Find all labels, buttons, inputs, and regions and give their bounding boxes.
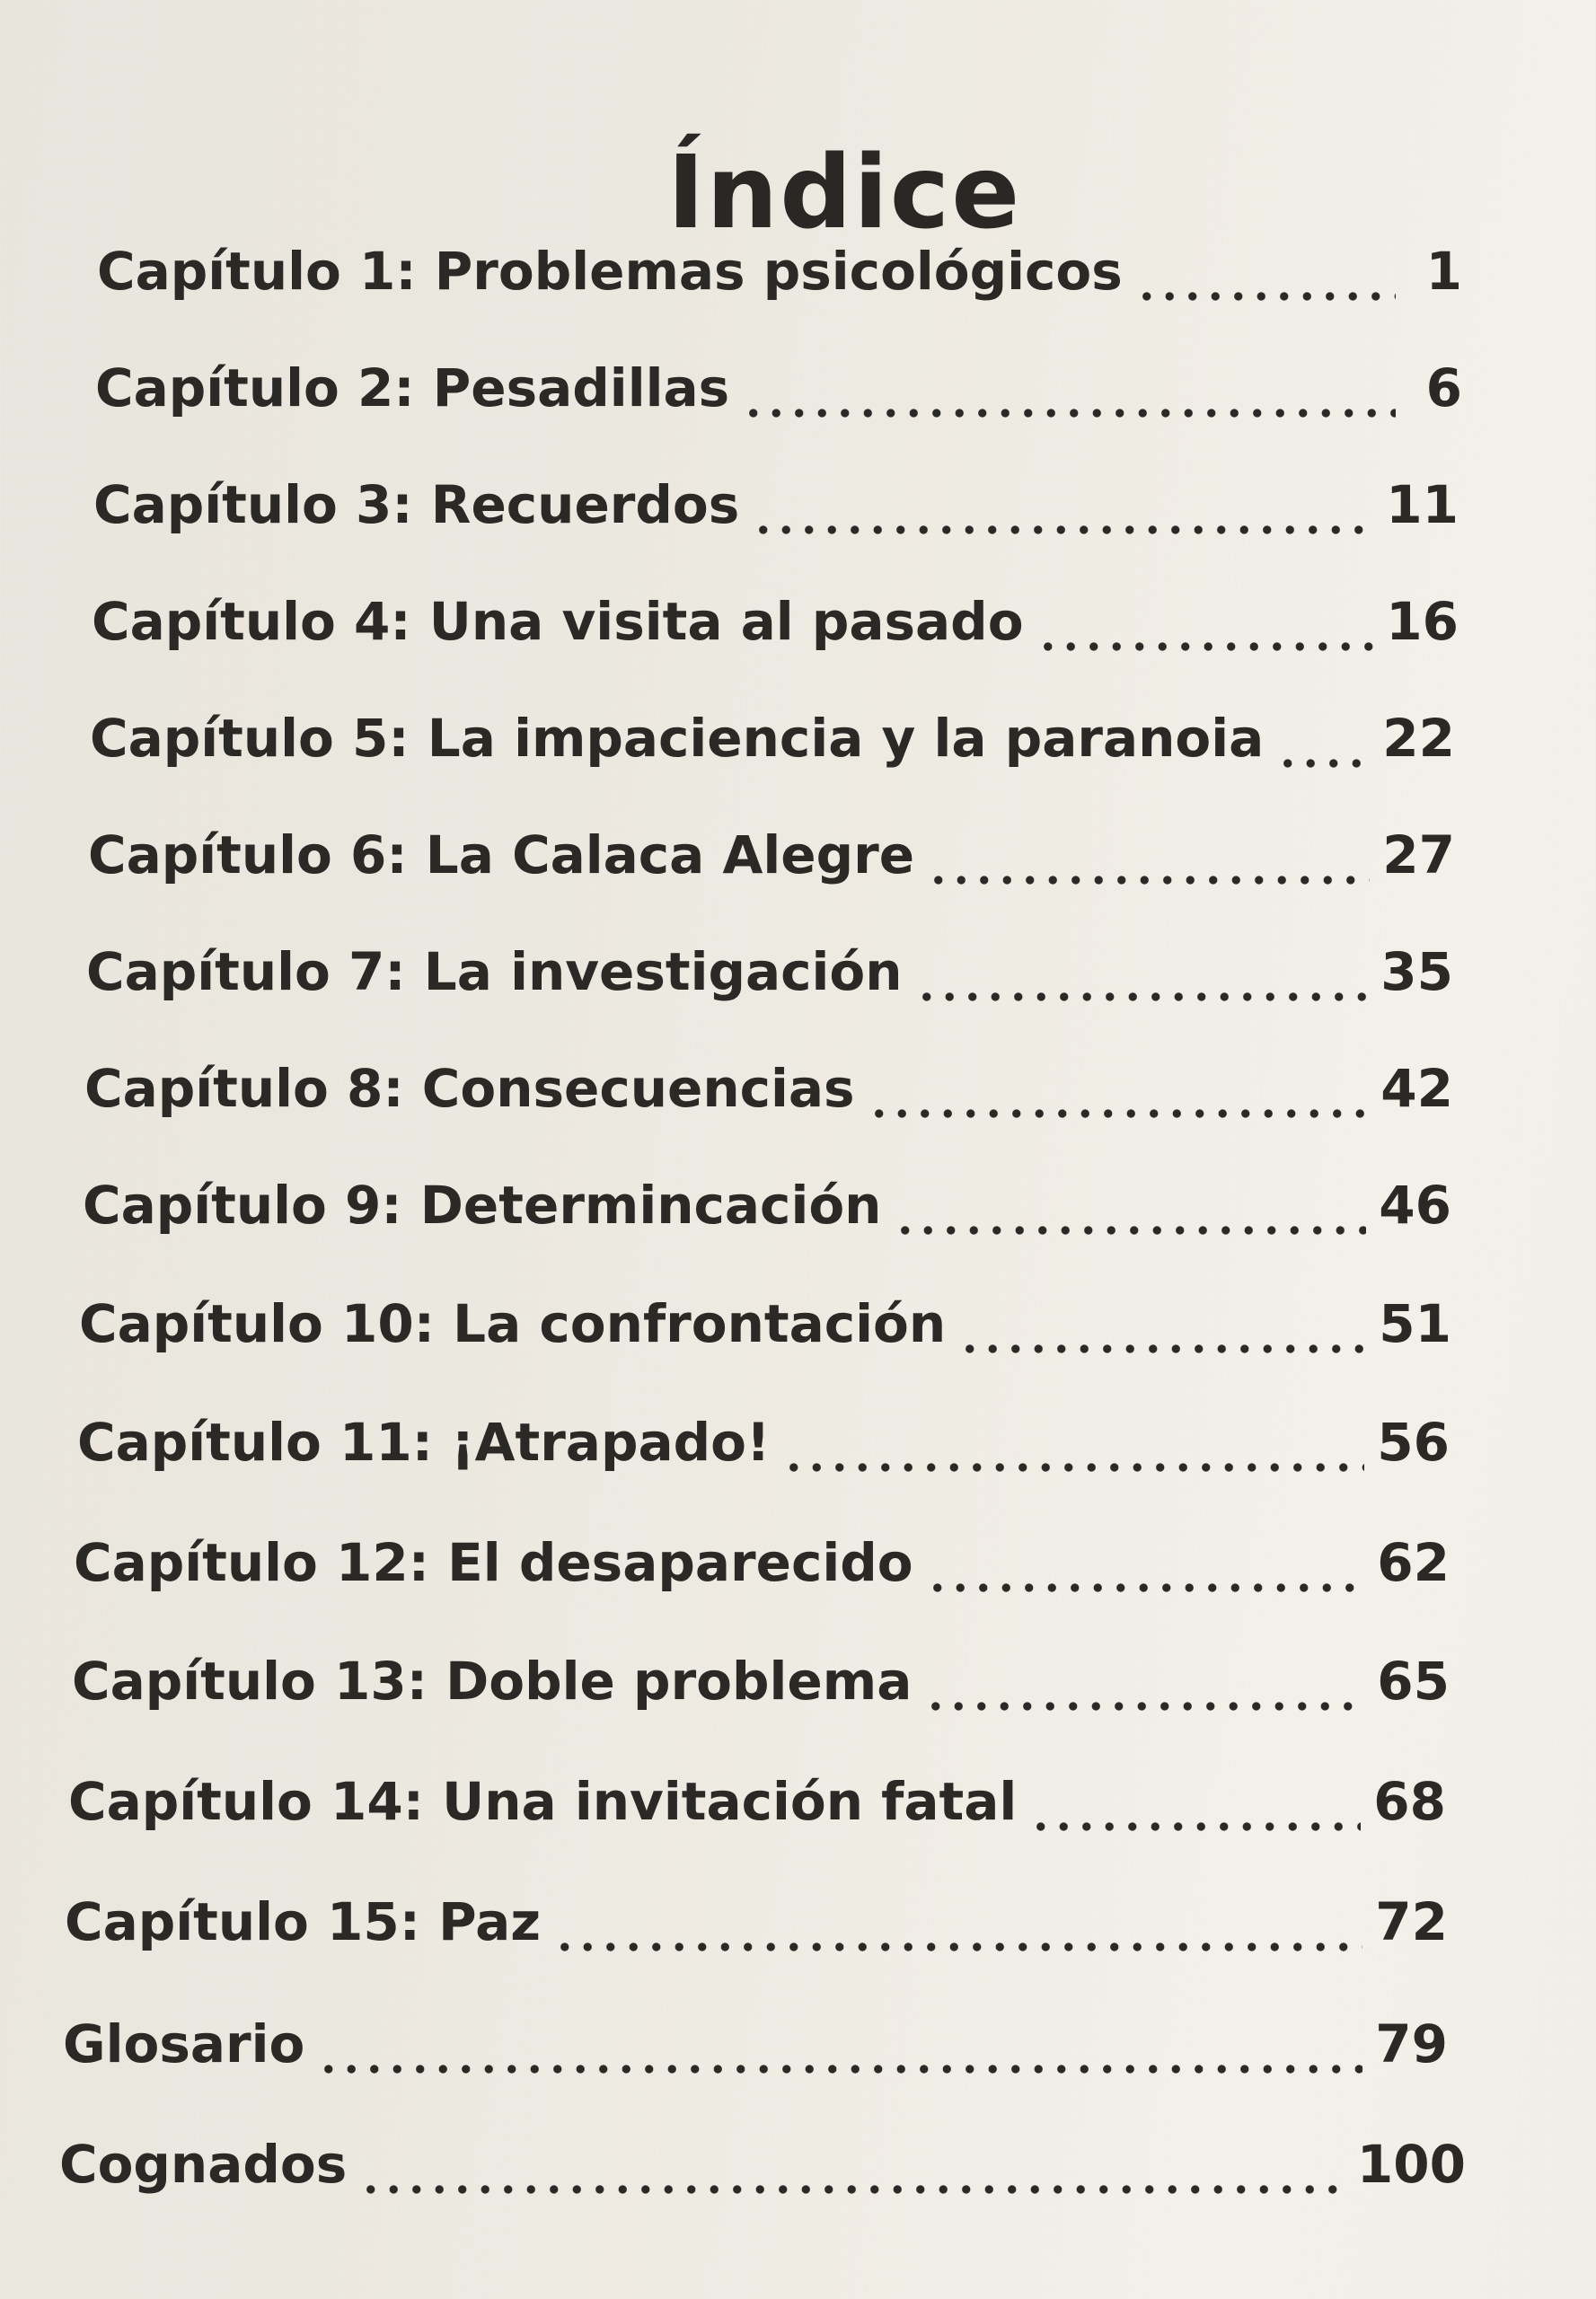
toc-entry-page: 46 [1379,1175,1451,1236]
toc-entry-page: 65 [1377,1651,1450,1712]
toc-entry-label: Glosario [63,2013,305,2074]
dot-leader [924,1645,1364,1717]
toc-entry-label: Capítulo 10: La confrontación [79,1293,947,1354]
toc-entry-page: 100 [1356,2134,1466,2195]
toc-entry-page: 51 [1379,1293,1451,1354]
toc-entry [77,1406,1450,1478]
toc-entry-page: 56 [1377,1412,1450,1473]
toc-entry-page: 35 [1380,941,1453,1002]
dot-leader [1276,702,1370,774]
toc-entry-label: Capítulo 11: ¡Atrapado! [77,1412,771,1473]
toc-entry-label: Capítulo 7: La investigación [86,941,903,1002]
toc-entry-label: Capítulo 1: Problemas psicológicos [97,241,1123,302]
dot-leader [782,1406,1364,1478]
toc-entry-page: 68 [1373,1771,1446,1832]
dot-leader [742,352,1396,424]
toc-entry-label: Capítulo 14: Una invitación fatal [68,1771,1018,1832]
toc-entry [92,586,1459,657]
dot-leader [926,1527,1365,1599]
toc-entry-label: Capítulo 4: Una visita al pasado [92,591,1024,652]
toc-entry [79,1288,1451,1360]
toc-entry-label: Capítulo 15: Paz [65,1891,541,1952]
toc-entry-page: 1 [1425,241,1462,302]
toc-entry [97,235,1462,307]
dot-leader [553,1886,1362,1958]
toc-entry [59,2128,1466,2200]
dot-leader [317,2008,1362,2080]
toc-entry-page: 16 [1386,591,1459,652]
toc-entry-label: Capítulo 3: Recuerdos [93,474,740,535]
toc-entry [90,702,1455,774]
toc-entry-page: 11 [1386,474,1459,535]
toc-entry-page: 79 [1375,2013,1448,2074]
toc-entry-label: Capítulo 9: Determincación [83,1175,882,1236]
dot-leader [958,1288,1366,1360]
toc-entry-label: Capítulo 5: La impaciencia y la paranoia [90,708,1265,769]
toc-entry [63,2008,1448,2080]
dot-leader [1135,235,1396,307]
toc-entry-page: 72 [1375,1891,1448,1952]
dot-leader [1029,1766,1361,1837]
dot-leader [915,936,1369,1008]
dot-leader [894,1169,1366,1241]
toc-entry [65,1886,1448,1958]
toc-entry-label: Capítulo 8: Consecuencias [84,1058,855,1119]
toc-entry [72,1645,1450,1717]
toc-entry-label: Capítulo 2: Pesadillas [95,357,730,418]
page-title: Índice [666,135,1022,252]
toc-entry [88,819,1455,891]
dot-leader [359,2128,1345,2200]
dot-leader [1036,586,1374,657]
toc-entry-label: Capítulo 6: La Calaca Alegre [88,824,915,885]
toc-entry [93,469,1459,541]
toc-entry [86,936,1453,1008]
toc-entry [68,1766,1446,1837]
toc-entry [84,1053,1453,1124]
toc-entry-page: 27 [1382,824,1455,885]
dot-leader [752,469,1373,541]
toc-entry-page: 6 [1425,357,1462,418]
toc-entry-page: 22 [1382,708,1455,769]
toc-entry [74,1527,1450,1599]
toc-entry [83,1169,1451,1241]
toc-entry-label: Capítulo 12: El desaparecido [74,1532,913,1593]
dot-leader [927,819,1370,891]
toc-entry-page: 42 [1380,1058,1453,1119]
toc-entry [95,352,1462,424]
dot-leader [868,1053,1369,1124]
toc-entry-page: 62 [1377,1532,1450,1593]
toc-entry-label: Cognados [59,2134,348,2195]
toc-entry-label: Capítulo 13: Doble problema [72,1651,913,1712]
